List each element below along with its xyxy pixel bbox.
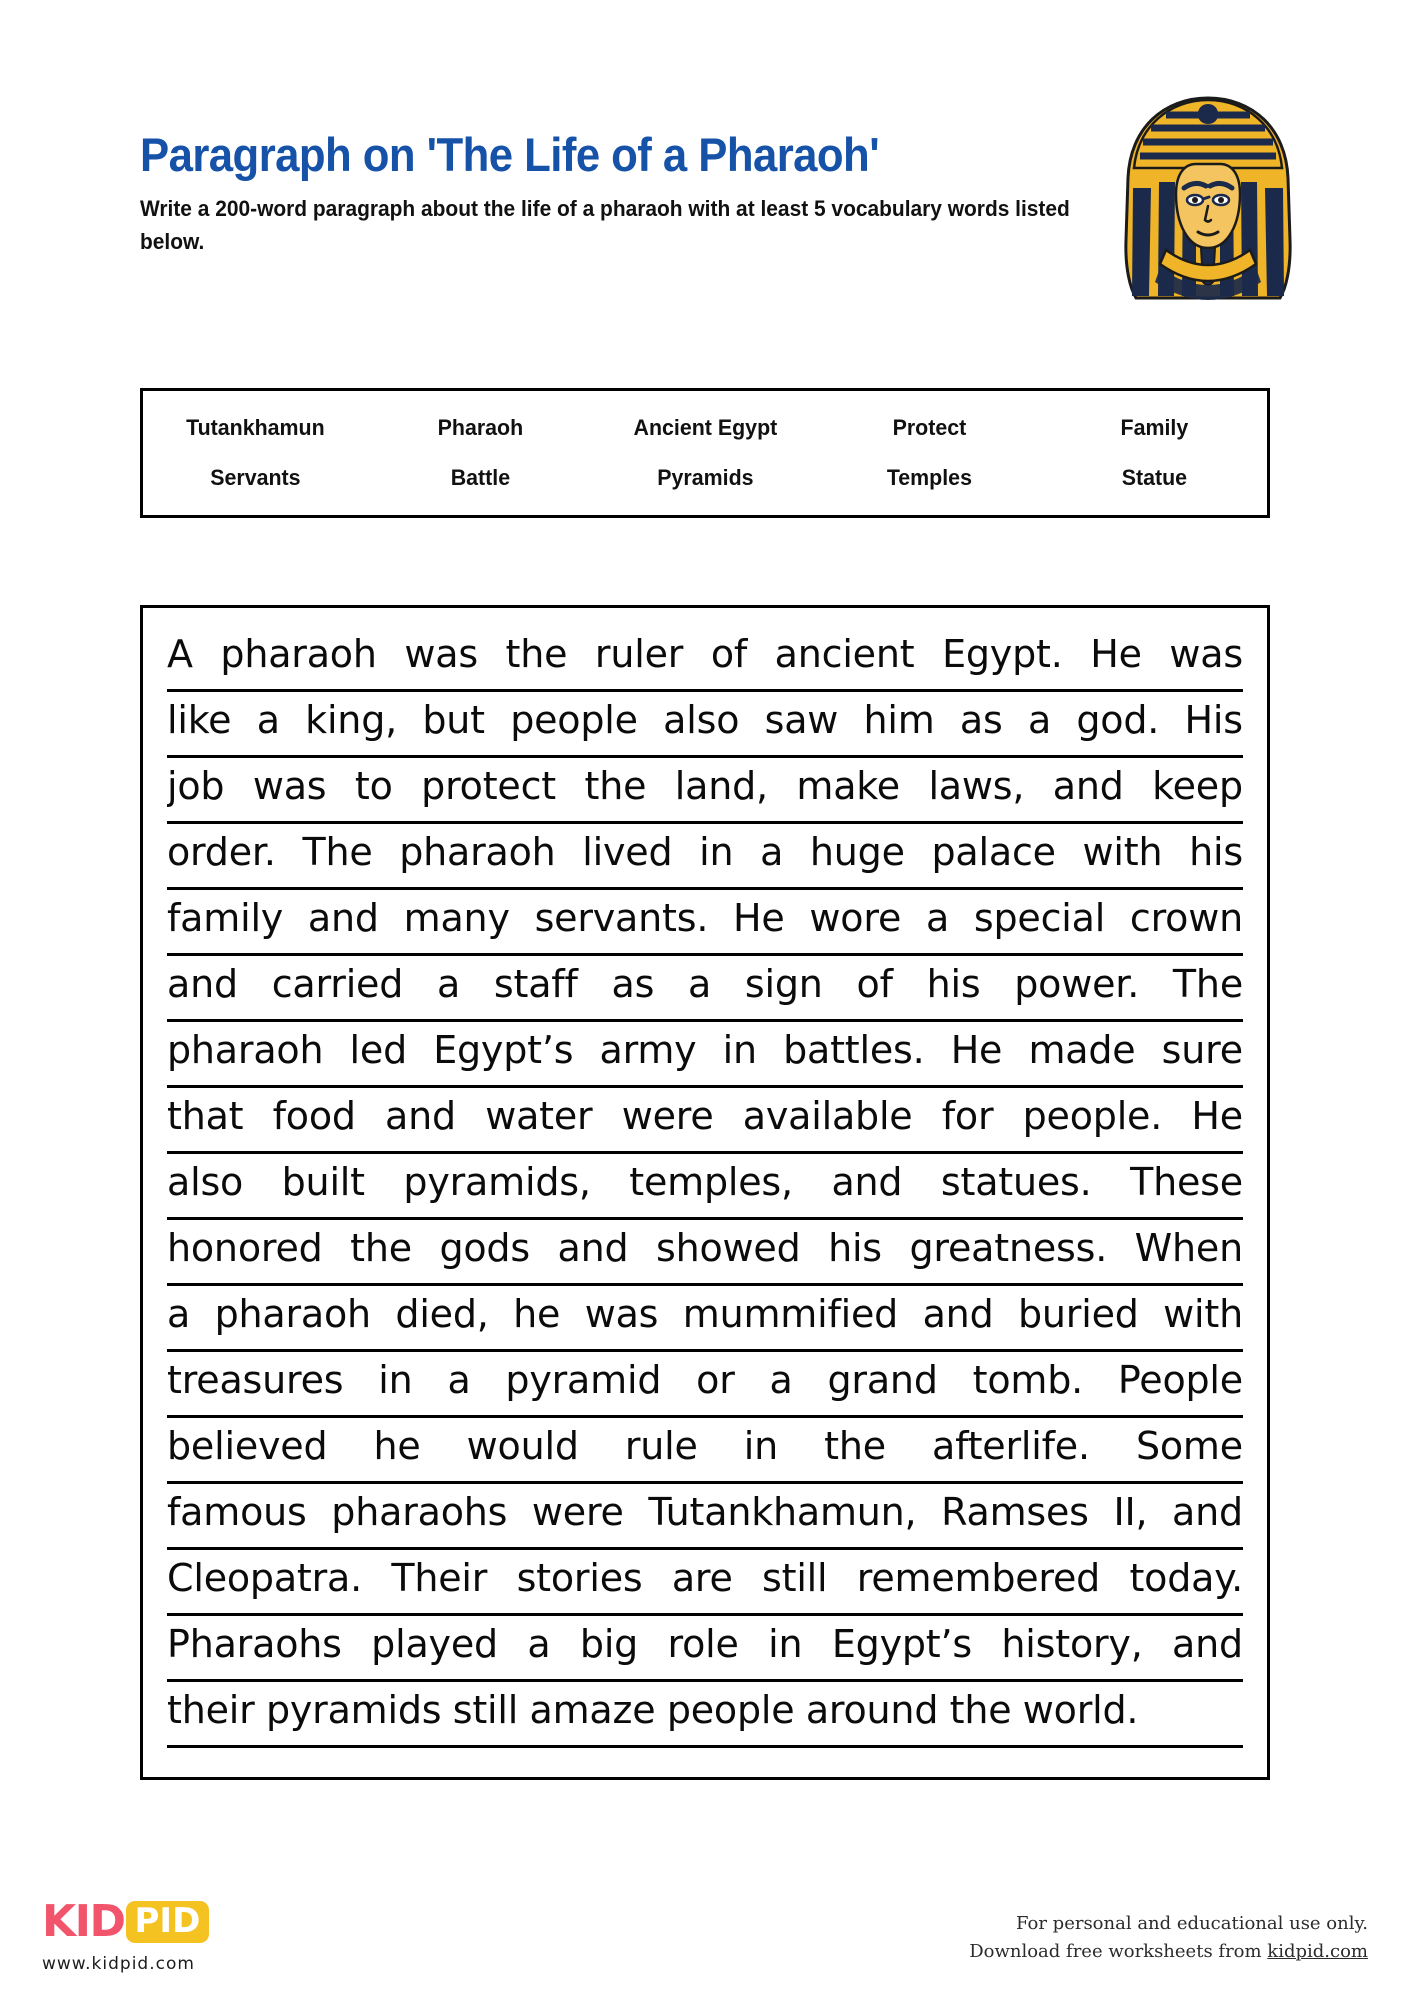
answer-word: tomb. (972, 1358, 1084, 1402)
answer-word: of (856, 962, 893, 1006)
answer-word: him (863, 698, 935, 742)
vocab-word: Family (1120, 415, 1189, 440)
instructions-text: Write a 200-word paragraph about the life of a pharaoh with at least 5 vocabulary words listed below. (140, 196, 1070, 254)
vocab-word: Ancient Egypt (633, 415, 777, 440)
answer-word: saw (764, 698, 839, 742)
answer-word: buried (1017, 1292, 1139, 1336)
answer-word: played (371, 1622, 498, 1666)
answer-word: When (1134, 1226, 1243, 1270)
answer-word: in (378, 1358, 413, 1402)
vocab-word: Pyramids (656, 465, 754, 490)
answer-word: as (611, 962, 655, 1006)
answer-word: in (768, 1622, 803, 1666)
footer-usage-line: For personal and educational use only. (1016, 1913, 1368, 1935)
answer-word: his (828, 1226, 882, 1270)
answer-word: family (167, 896, 284, 940)
answer-word: a (436, 962, 461, 1006)
answer-word: ruler (594, 632, 684, 676)
answer-word: he (513, 1292, 561, 1336)
vocab-word: Battle (450, 465, 510, 490)
answer-word: Pharaohs (167, 1622, 342, 1666)
answer-line[interactable] (167, 1484, 1243, 1550)
answer-line[interactable] (167, 1022, 1243, 1088)
answer-word: laws, (928, 764, 1025, 808)
answer-line[interactable] (167, 1352, 1243, 1418)
answer-line[interactable] (167, 626, 1243, 692)
answer-word: the (824, 1424, 886, 1468)
answer-line[interactable] (167, 1286, 1243, 1352)
answer-word: The (1172, 962, 1243, 1006)
vocab-word: Servants (210, 465, 301, 490)
page-title: Paragraph on 'The Life of a Pharaoh' (140, 128, 880, 181)
answer-word: around (805, 1688, 939, 1732)
answer-word: He (1191, 1094, 1243, 1138)
answer-word: was (404, 632, 478, 676)
answer-word: but (422, 698, 485, 742)
answer-word: keep (1152, 764, 1243, 808)
vocab-word: Statue (1121, 465, 1188, 490)
answer-word: was (1169, 632, 1243, 676)
vocab-word: Tutankhamun (186, 415, 325, 440)
answer-word: honored (167, 1226, 323, 1270)
answer-writing-area[interactable] (140, 605, 1270, 1780)
answer-word: Cleopatra. (167, 1556, 363, 1600)
answer-word: available (742, 1094, 913, 1138)
worksheet-header (140, 130, 1260, 259)
answer-word: a (447, 1358, 471, 1402)
answer-word: and (1172, 1490, 1243, 1534)
answer-word: also (167, 1160, 244, 1204)
answer-word: made (1028, 1028, 1136, 1072)
answer-word: Their (391, 1556, 488, 1600)
answer-word: for (941, 1094, 994, 1138)
answer-word: He (733, 896, 785, 940)
answer-word: pharaoh (167, 1028, 324, 1072)
logo-pid-text: PID (134, 1901, 201, 1941)
answer-word: and (167, 962, 238, 1006)
answer-word: and (307, 896, 379, 940)
answer-word: land, (674, 764, 768, 808)
logo-website-url: www.kidpid.com (42, 1954, 195, 1974)
answer-word: a (769, 1358, 793, 1402)
answer-word: people (666, 1688, 795, 1732)
answer-word: pharaoh (399, 830, 556, 874)
answer-word: or (696, 1358, 735, 1402)
answer-line[interactable] (167, 692, 1243, 758)
answer-line[interactable] (167, 1220, 1243, 1286)
answer-word: with (1082, 830, 1163, 874)
answer-word: that (167, 1094, 244, 1138)
answer-word: special (973, 896, 1106, 940)
answer-word: Egypt. (942, 632, 1063, 676)
footer-download-prefix: Download free worksheets from (969, 1941, 1268, 1963)
answer-word: were (621, 1094, 714, 1138)
answer-word: history, (1001, 1622, 1143, 1666)
vocabulary-row-2 (143, 453, 1267, 503)
answer-word: palace (931, 830, 1056, 874)
answer-word: a (256, 698, 280, 742)
answer-word: king, (305, 698, 397, 742)
answer-word: people (510, 698, 638, 742)
vocabulary-row-1 (143, 403, 1267, 453)
answer-word: were (531, 1490, 624, 1534)
answer-word: a (1027, 698, 1052, 742)
answer-word: battles. (783, 1028, 925, 1072)
answer-word: and (385, 1094, 456, 1138)
answer-word: II, (1113, 1490, 1148, 1534)
answer-word: and (922, 1292, 994, 1336)
answer-word: Tutankhamun, (648, 1490, 917, 1534)
answer-word: their (167, 1688, 255, 1732)
vocab-word: Pharaoh (437, 415, 523, 440)
answer-word: are (671, 1556, 733, 1600)
answer-word: a (925, 896, 950, 940)
answer-word: wore (809, 896, 902, 940)
answer-word: and (1052, 764, 1124, 808)
answer-word: People (1117, 1358, 1243, 1402)
answer-word: and (1172, 1622, 1243, 1666)
answer-line[interactable] (167, 956, 1243, 1022)
answer-word: people. (1022, 1094, 1163, 1138)
answer-word: god. (1076, 698, 1160, 742)
answer-word: in (743, 1424, 779, 1468)
answer-word: temples, (629, 1160, 793, 1204)
vocab-word: Temples (887, 465, 973, 490)
answer-word: built (281, 1160, 365, 1204)
answer-line[interactable] (167, 758, 1243, 824)
answer-word: a (688, 962, 712, 1006)
answer-word: his (1189, 830, 1243, 874)
answer-word: and (557, 1226, 629, 1270)
logo-pid-badge (126, 1901, 210, 1943)
answer-word: He (950, 1028, 1003, 1072)
answer-word: sign (744, 962, 823, 1006)
answer-word: with (1163, 1292, 1243, 1336)
answer-line[interactable] (167, 824, 1243, 890)
answer-word: crown (1129, 896, 1243, 940)
answer-word: Ramses (941, 1490, 1089, 1534)
answer-word: many (403, 896, 510, 940)
answer-word: treasures (167, 1358, 344, 1402)
pharaoh-mask-icon (1110, 92, 1306, 308)
answer-word: pyramids, (403, 1160, 591, 1204)
answer-word: a (167, 1292, 191, 1336)
answer-word: believed (167, 1424, 328, 1468)
answer-word: amaze (529, 1688, 656, 1732)
answer-word: died, (395, 1292, 489, 1336)
answer-line[interactable] (167, 1682, 1243, 1748)
answer-word: pyramid (505, 1358, 662, 1402)
answer-word: also (663, 698, 740, 742)
answer-word: the (584, 764, 647, 808)
answer-word: world. (1022, 1688, 1139, 1732)
answer-word: job (167, 764, 225, 808)
answer-word: remembered (856, 1556, 1101, 1600)
answer-word: still (452, 1688, 519, 1732)
answer-line[interactable] (167, 1088, 1243, 1154)
answer-word: grand (827, 1358, 938, 1402)
answer-line[interactable] (167, 1418, 1243, 1484)
answer-word: still (762, 1556, 828, 1600)
vocab-word: Protect (892, 415, 967, 440)
answer-word: staff (493, 962, 578, 1006)
answer-word: He (1090, 632, 1142, 676)
answer-word: pharaoh (214, 1292, 371, 1336)
answer-word: would (466, 1424, 579, 1468)
answer-word: was (584, 1292, 659, 1336)
answer-word: today. (1129, 1556, 1243, 1600)
kidpid-logo[interactable] (42, 1897, 302, 1974)
answer-word: of (710, 632, 748, 676)
answer-word: role (667, 1622, 739, 1666)
answer-word: stories (516, 1556, 643, 1600)
answer-word: pharaohs (331, 1490, 508, 1534)
answer-word: in (699, 830, 734, 874)
answer-word: These (1130, 1160, 1243, 1204)
answer-word: showed (655, 1226, 801, 1270)
answer-word: led (349, 1028, 407, 1072)
kidpid-link[interactable]: kidpid.com (1267, 1941, 1368, 1963)
answer-word: the (350, 1226, 412, 1270)
answer-word: pyramids (265, 1688, 442, 1732)
answer-word: servants. (534, 896, 709, 940)
answer-word: in (722, 1028, 757, 1072)
answer-word: as (959, 698, 1003, 742)
answer-word: sure (1161, 1028, 1243, 1072)
answer-word: water (485, 1094, 593, 1138)
answer-word: statues. (940, 1160, 1092, 1204)
logo-kid-text: KID (42, 1896, 125, 1947)
answer-word: to (354, 764, 393, 808)
answer-word: The (302, 830, 373, 874)
answer-word: Egypt’s (831, 1622, 972, 1666)
answer-word: a (760, 830, 784, 874)
answer-word: make (796, 764, 900, 808)
answer-word: gods (439, 1226, 530, 1270)
answer-word: a (527, 1622, 551, 1666)
answer-word: ancient (774, 632, 915, 676)
answer-word: his (926, 962, 981, 1006)
answer-word: big (579, 1622, 639, 1666)
answer-word: rule (624, 1424, 698, 1468)
answer-word: Egypt’s (433, 1028, 574, 1072)
answer-word: power. (1014, 962, 1140, 1006)
answer-word: he (373, 1424, 421, 1468)
answer-word: greatness. (909, 1226, 1108, 1270)
answer-line[interactable] (167, 890, 1243, 956)
answer-word: order. (167, 830, 276, 874)
vocabulary-word-bank (140, 388, 1270, 518)
answer-line[interactable] (167, 1616, 1243, 1682)
logo-mark (42, 1897, 302, 1947)
answer-word: Some (1135, 1424, 1243, 1468)
answer-word: afterlife. (931, 1424, 1090, 1468)
answer-word: mummified (682, 1292, 899, 1336)
answer-word: A (167, 632, 193, 676)
answer-word: carried (271, 962, 404, 1006)
answer-word: the (949, 1688, 1012, 1732)
answer-line[interactable] (167, 1550, 1243, 1616)
footer-note (969, 1910, 1368, 1966)
answer-word: pharaoh (220, 632, 377, 676)
answer-word: food (272, 1094, 356, 1138)
answer-word: was (252, 764, 327, 808)
answer-line[interactable] (167, 1154, 1243, 1220)
answer-word: like (167, 698, 232, 742)
answer-word: and (831, 1160, 903, 1204)
answer-word: lived (582, 830, 673, 874)
answer-word: famous (167, 1490, 307, 1534)
answer-word: army (599, 1028, 697, 1072)
answer-word: huge (809, 830, 905, 874)
answer-word: His (1184, 698, 1243, 742)
answer-word: the (505, 632, 568, 676)
answer-word: protect (421, 764, 556, 808)
footer-download-line (969, 1938, 1368, 1966)
